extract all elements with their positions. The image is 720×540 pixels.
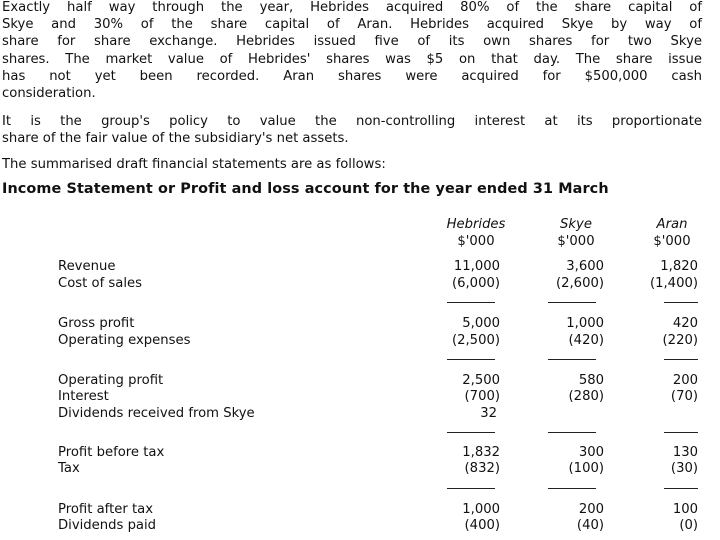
column-header-aran <box>636 216 708 250</box>
row-label-dividends-paid: Dividends paid <box>58 518 157 533</box>
policy-line: share of the fair value of the subsidiary's net assets. <box>2 131 349 147</box>
subtotal-rule <box>664 432 698 433</box>
value-revenue-hebrides: 11,000 <box>453 259 500 274</box>
summary-line: The summarised draft financial statements are as follows: <box>2 157 386 172</box>
value-gross-profit-hebrides: 5,000 <box>462 316 500 331</box>
value-profit-before-tax-skye: 300 <box>578 445 604 460</box>
value-dividends-received-hebrides: 32 <box>480 406 497 421</box>
subtotal-rule <box>447 488 495 489</box>
value-profit-after-tax-hebrides: 1,000 <box>462 502 500 517</box>
row-label-cost-of-sales: Cost of sales <box>58 276 143 291</box>
subtotal-rule <box>548 302 596 303</box>
column-header-skye <box>536 216 616 250</box>
column-name: Hebrides <box>446 217 506 232</box>
value-gross-profit-aran: 420 <box>672 316 698 331</box>
row-label-dividends-received: Dividends received from Skye <box>58 406 255 421</box>
statement-title: Income Statement or Profit and loss account for the year ended 31 March <box>2 181 609 197</box>
row-label-gross-profit: Gross profit <box>58 316 135 331</box>
intro-line: Skye and 30% of the share capital of Aran. Hebrides acquired Skye by way of <box>2 17 702 33</box>
intro-line: has not yet been recorded. Aran shares were acquired for $500,000 cash <box>2 68 702 84</box>
value-operating-expenses-hebrides: (2,500) <box>451 333 500 348</box>
value-revenue-aran: 1,820 <box>660 259 698 274</box>
value-operating-profit-skye: 580 <box>578 373 604 388</box>
policy-line: It is the group's policy to value the non-controlling interest at its proportionate <box>2 114 702 129</box>
column-unit: $'000 <box>653 234 691 249</box>
value-dividends-paid-skye: (40) <box>576 518 604 533</box>
subtotal-rule <box>447 302 495 303</box>
value-profit-after-tax-skye: 200 <box>578 502 604 517</box>
intro-line: Exactly half way through the year, Hebrides acquired 80% of the share capital of <box>2 0 702 15</box>
row-label-profit-before-tax: Profit before tax <box>58 445 165 460</box>
row-label-interest: Interest <box>58 389 109 404</box>
value-operating-expenses-skye: (420) <box>568 333 604 348</box>
column-header-hebrides <box>436 216 516 250</box>
value-profit-before-tax-aran: 130 <box>672 445 698 460</box>
value-profit-after-tax-aran: 100 <box>672 502 698 517</box>
subtotal-rule <box>447 359 495 360</box>
value-interest-skye: (280) <box>568 389 604 404</box>
subtotal-rule <box>447 432 495 433</box>
value-cost-of-sales-skye: (2,600) <box>555 276 604 291</box>
subtotal-rule <box>548 488 596 489</box>
subtotal-rule <box>548 432 596 433</box>
intro-paragraph-policy <box>2 113 702 147</box>
intro-paragraph-acquisition <box>2 0 702 102</box>
value-tax-skye: (100) <box>568 461 604 476</box>
row-label-revenue: Revenue <box>58 259 116 274</box>
intro-paragraph-summary <box>2 156 702 173</box>
subtotal-rule <box>664 359 698 360</box>
column-unit: $'000 <box>557 234 595 249</box>
subtotal-rule <box>664 302 698 303</box>
row-label-operating-profit: Operating profit <box>58 373 164 388</box>
intro-line: shares. The market value of Hebrides' shares was $5 on that day. The share issue <box>2 51 702 67</box>
value-operating-profit-aran: 200 <box>672 373 698 388</box>
value-operating-expenses-aran: (220) <box>662 333 698 348</box>
value-tax-aran: (30) <box>670 461 698 476</box>
value-dividends-paid-aran: (0) <box>679 518 698 533</box>
value-profit-before-tax-hebrides: 1,832 <box>462 445 500 460</box>
value-tax-hebrides: (832) <box>464 461 500 476</box>
value-gross-profit-skye: 1,000 <box>566 316 604 331</box>
value-cost-of-sales-aran: (1,400) <box>649 276 698 291</box>
value-interest-hebrides: (700) <box>464 389 500 404</box>
value-revenue-skye: 3,600 <box>566 259 604 274</box>
intro-line: share for share exchange. Hebrides issued five of its own shares for two Skye <box>2 34 702 50</box>
intro-line: consideration. <box>2 86 96 102</box>
row-label-tax: Tax <box>58 461 80 476</box>
row-label-profit-after-tax: Profit after tax <box>58 502 154 517</box>
subtotal-rule <box>664 488 698 489</box>
value-cost-of-sales-hebrides: (6,000) <box>451 276 500 291</box>
column-unit: $'000 <box>457 234 495 249</box>
value-interest-aran: (70) <box>670 389 698 404</box>
row-label-operating-expenses: Operating expenses <box>58 333 191 348</box>
column-name: Skye <box>560 217 592 232</box>
subtotal-rule <box>548 359 596 360</box>
value-dividends-paid-hebrides: (400) <box>464 518 500 533</box>
column-name: Aran <box>656 217 688 232</box>
value-operating-profit-hebrides: 2,500 <box>462 373 500 388</box>
